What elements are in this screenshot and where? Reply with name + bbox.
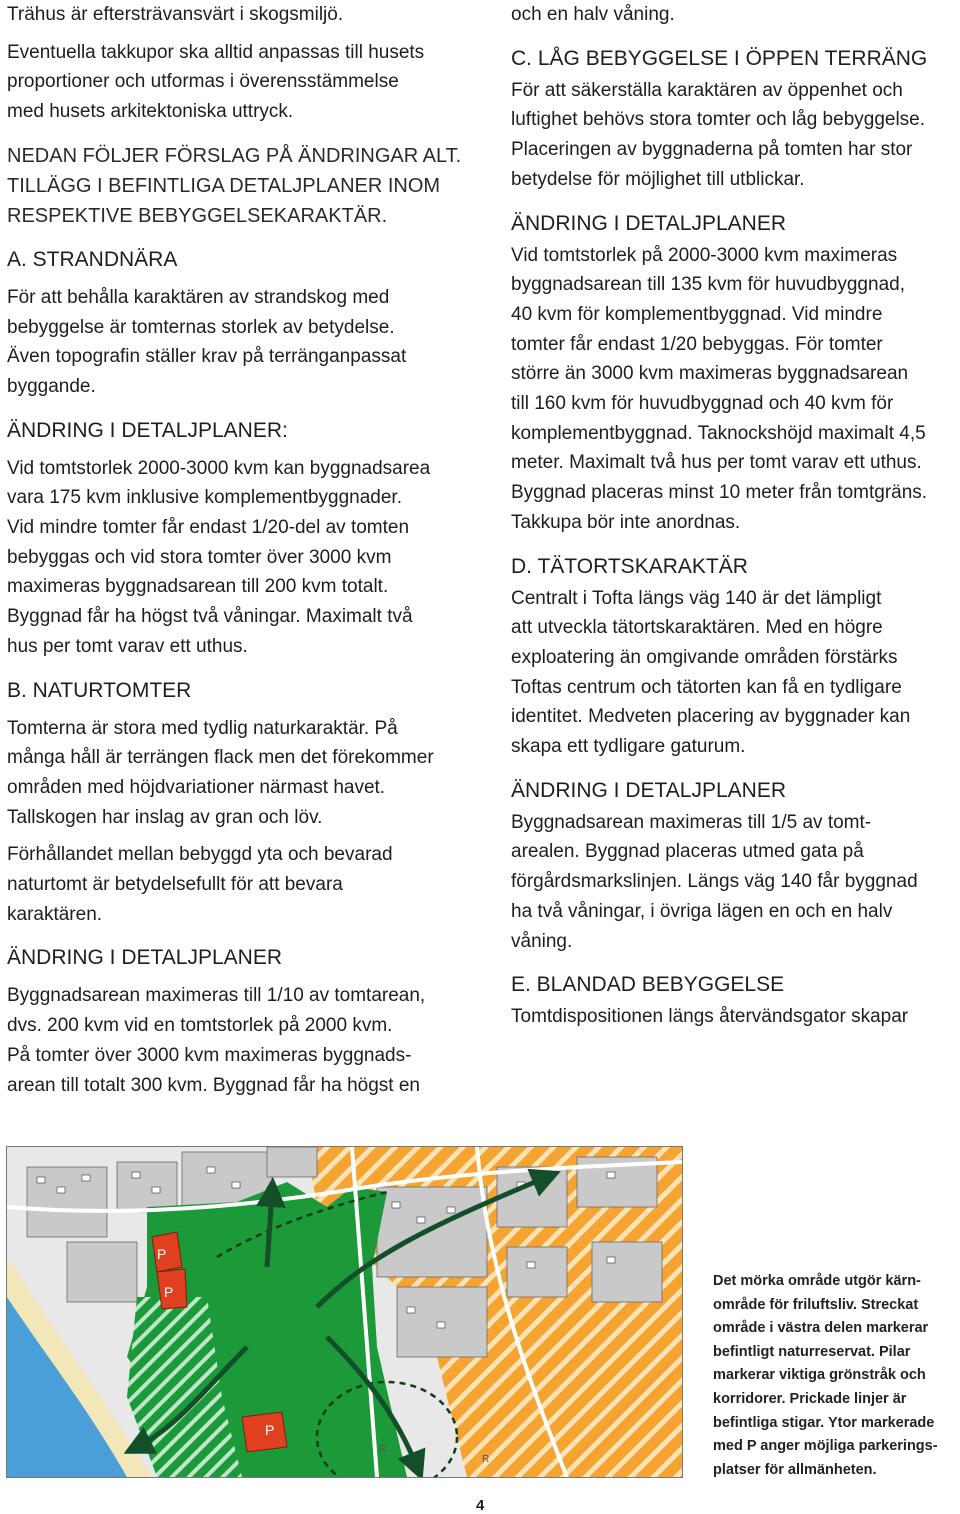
- text-line: byggnadsarean till 135 kvm för huvudbyggnad,: [511, 274, 905, 296]
- text-line: hus per tomt varav ett uthus.: [7, 635, 248, 657]
- text-line: ha två våningar, i övriga lägen en och en halv: [511, 900, 893, 922]
- text-line: bebyggas och vid stora tomter över 3000 kvm: [7, 546, 392, 568]
- parking-label: P: [157, 1246, 167, 1262]
- proposal-heading-line: RESPEKTIVE BEBYGGELSEKARAKTÄR.: [7, 204, 388, 227]
- caption-line: med P anger möjliga parkerings-: [713, 1438, 938, 1455]
- text-line: Centralt i Tofta längs väg 140 är det lämpligt: [511, 587, 882, 609]
- proposal-heading-line: TILLÄGG I BEFINTLIGA DETALJPLANER INOM: [7, 174, 441, 197]
- text-line: För att behålla karaktären av strandskog med: [7, 286, 390, 308]
- text-line: Vid mindre tomter får endast 1/20-del av tomten: [7, 517, 410, 539]
- text-line: identitet. Medveten placering av byggnader kan: [511, 706, 911, 728]
- text-line: betydelse för möjlighet till utblickar.: [511, 168, 805, 190]
- text-line: Vid tomtstorlek på 2000-3000 kvm maximeras: [511, 244, 898, 266]
- text-line: Tallskogen har inslag av gran och löv.: [7, 806, 323, 828]
- caption-line: platser för allmänheten.: [713, 1461, 877, 1478]
- text-line: Takkupa bör inte anordnas.: [511, 511, 741, 533]
- text-line: skapa ett tydligare gaturum.: [511, 736, 746, 758]
- right-column: [511, 0, 959, 1032]
- text-line: vara 175 kvm inklusive komplementbyggnader.: [7, 487, 402, 509]
- caption-line: befintliga stigar. Ytor markerade: [713, 1414, 935, 1431]
- text-line: Vid tomtstorlek 2000-3000 kvm kan byggnadsarea: [7, 457, 431, 479]
- text-line: bebyggelse är tomternas storlek av betydelse.: [7, 316, 395, 338]
- left-column: [7, 0, 462, 1100]
- text-line: komplementbyggnad. Taknockshöjd maximalt 4,5: [511, 422, 926, 444]
- text-line: Byggnad får ha högst två våningar. Maximalt två: [7, 606, 413, 628]
- caption-line: befintligt naturreservat. Pilar: [713, 1343, 911, 1360]
- text-line: Eventuella takkupor ska alltid anpassas till husets: [7, 41, 425, 63]
- text-line: Byggnad placeras minst 10 meter från tomtgräns.: [511, 482, 928, 504]
- text-line: Toftas centrum och tätorten kan få en tydligare: [511, 676, 902, 698]
- section-a-heading: A. STRANDNÄRA: [7, 247, 178, 271]
- text-line: till 160 kvm för huvudbyggnad och 40 kvm för: [511, 393, 894, 415]
- text-line: arealen. Byggnad placeras utmed gata på: [511, 841, 864, 863]
- text-line: På tomter över 3000 kvm maximeras byggnads-: [7, 1044, 412, 1066]
- text-line: Även topografin ställer krav på terränganpassat: [7, 346, 407, 368]
- text-line: byggande.: [7, 375, 96, 397]
- text-line: arean till totalt 300 kvm. Byggnad får ha högst en: [7, 1074, 420, 1096]
- text-line: dvs. 200 kvm vid en tomtstorlek på 2000 kvm.: [7, 1015, 393, 1037]
- map-caption: [713, 1270, 960, 1482]
- caption-line: Det mörka område utgör kärn-: [713, 1273, 921, 1289]
- text-line: och en halv våning.: [511, 4, 675, 25]
- caption-line: område i västra delen markerar: [713, 1320, 929, 1337]
- page-number: 4: [476, 1497, 485, 1514]
- parking-label: P: [164, 1284, 174, 1300]
- text-line: att utveckla tätortskaraktären. Med en högre: [511, 617, 883, 639]
- section-c-heading: C. LÅG BEBYGGELSE I ÖPPEN TERRÄNG: [511, 46, 928, 70]
- text-line: större än 3000 kvm maximeras byggnadsarean: [511, 363, 909, 385]
- section-d-heading: D. TÄTORTSKARAKTÄR: [511, 554, 748, 578]
- section-b-change-heading: ÄNDRING I DETALJPLANER: [7, 946, 282, 970]
- text-line: Byggnadsarean maximeras till 1/5 av tomt-: [511, 811, 872, 833]
- text-line: områden med höjdvariationer närmast havet.: [7, 776, 386, 798]
- section-d-change-heading: ÄNDRING I DETALJPLANER: [511, 778, 786, 802]
- text-line: naturtomt är betydelsefullt för att bevara: [7, 874, 343, 896]
- text-line: För att säkerställa karaktären av öppenhet och: [511, 79, 903, 101]
- text-line: Trähus är eftersträvansvärt i skogsmiljö.: [7, 4, 344, 25]
- road-label: R: [379, 1444, 387, 1455]
- text-line: maximeras byggnadsarean till 200 kvm totalt.: [7, 576, 389, 598]
- caption-line: markerar viktiga grönstråk och: [713, 1367, 926, 1384]
- text-line: Tomterna är stora med tydlig naturkaraktär. På: [7, 717, 398, 739]
- text-line: många håll är terrängen flack men det förekommer: [7, 747, 434, 769]
- text-line: proportioner och utformas i överensstämmelse: [7, 71, 399, 93]
- parking-label: P: [265, 1422, 275, 1438]
- area-map: [6, 1146, 683, 1478]
- text-line: med husets arkitektoniska uttryck.: [7, 101, 294, 123]
- text-line: tomter får endast 1/20 bebyggas. För tomter: [511, 333, 883, 355]
- text-line: exploatering än omgivande områden förstärks: [511, 646, 898, 668]
- caption-line: korridorer. Prickade linjer är: [713, 1390, 907, 1407]
- text-line: luftighet behövs stora tomter och låg bebyggelse.: [511, 109, 926, 131]
- section-c-change-heading: ÄNDRING I DETALJPLANER: [511, 211, 786, 235]
- section-b-heading: B. NATURTOMTER: [7, 678, 192, 702]
- text-line: Placeringen av byggnaderna på tomten har stor: [511, 139, 913, 161]
- text-line: Byggnadsarean maximeras till 1/10 av tomtarean,: [7, 985, 426, 1007]
- proposal-heading-line: NEDAN FÖLJER FÖRSLAG PÅ ÄNDRINGAR ALT.: [7, 144, 462, 167]
- text-line: våning.: [511, 930, 573, 952]
- text-line: Tomtdispositionen längs återvändsgator skapar: [511, 1006, 909, 1028]
- section-a-change-heading: ÄNDRING I DETALJPLANER:: [7, 418, 288, 442]
- text-line: förgårdsmarkslinjen. Längs väg 140 får byggnad: [511, 871, 918, 893]
- text-line: meter. Maximalt två hus per tomt varav ett uthus.: [511, 452, 922, 474]
- section-e-heading: E. BLANDAD BEBYGGELSE: [511, 973, 785, 997]
- road-label: R: [482, 1454, 490, 1465]
- caption-line: område för friluftsliv. Streckat: [713, 1296, 919, 1313]
- text-line: Förhållandet mellan bebyggd yta och bevarad: [7, 844, 393, 866]
- text-line: 40 kvm för komplementbyggnad. Vid mindre: [511, 303, 883, 325]
- text-line: karaktären.: [7, 903, 103, 925]
